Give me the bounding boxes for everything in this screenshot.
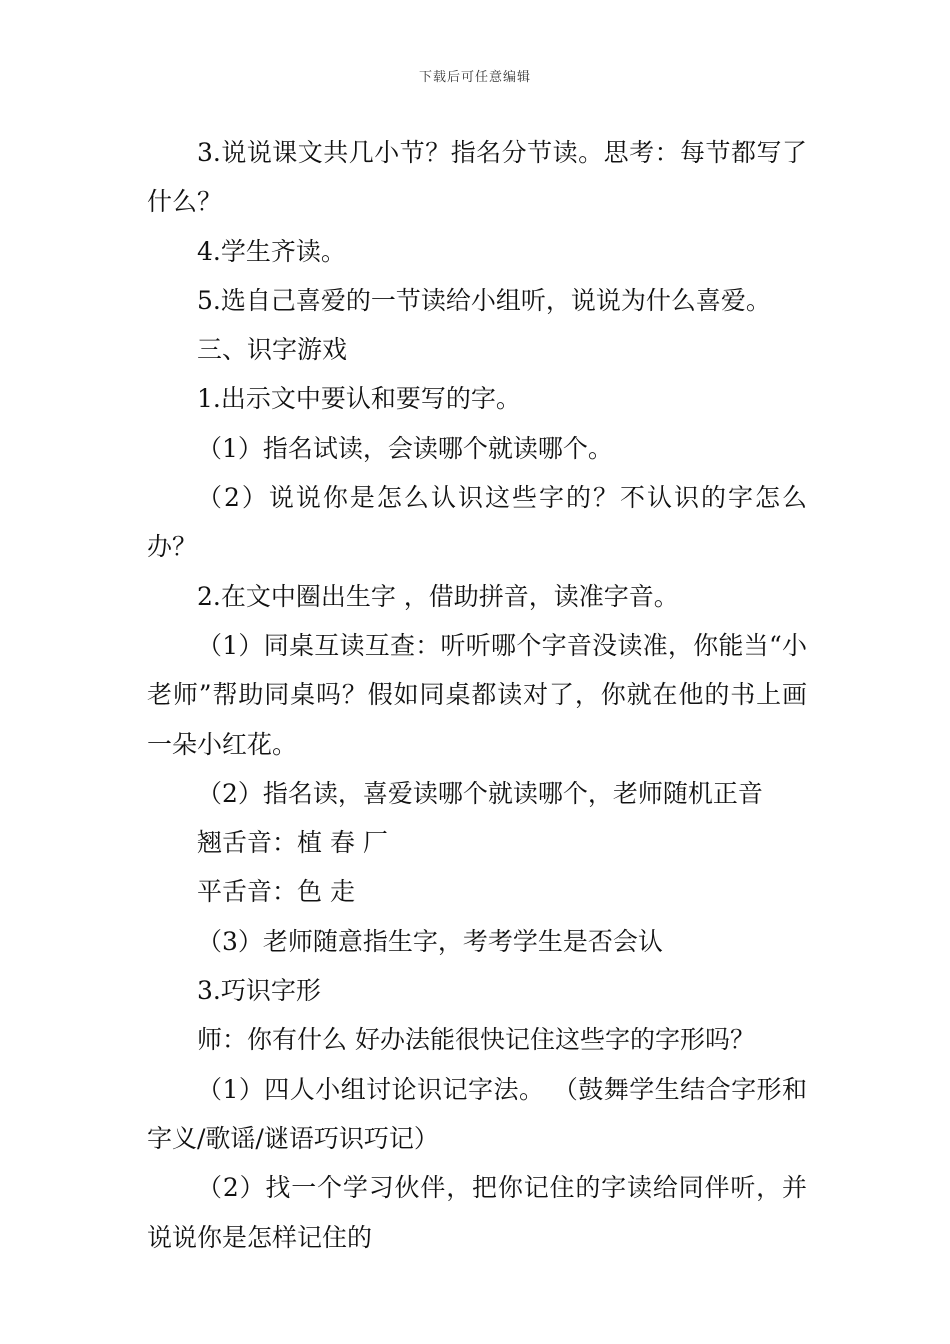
paragraph: 5.选自己喜爱的一节读给小组听，说说为什么喜爱。: [197, 285, 771, 315]
paragraph: 4.学生齐读。: [197, 236, 346, 266]
paragraph: （2）找一个学习伙伴，把你记住的字读给同伴听，并说说你是怎样记住的: [147, 1173, 807, 1252]
paragraph: （1）指名试读，会读哪个就读哪个。: [197, 433, 613, 463]
paragraph: （2）说说你是怎么认识这些字的？不认识的字怎么办？: [147, 483, 807, 562]
document-body: [147, 128, 807, 1262]
page-header: 下载后可任意编辑: [418, 70, 531, 85]
paragraph: （1）四人小组讨论识记字法。 （鼓舞学生结合字形和字义/歌谣/谜语巧识巧记）: [147, 1074, 807, 1153]
paragraph: 3.说说课文共几小节？指名分节读。思考：每节都写了什么？: [147, 138, 807, 217]
paragraph: 翘舌音：植 春 厂: [197, 828, 388, 858]
paragraph: 师：你有什么 好办法能很快记住这些字的字形吗？: [197, 1025, 755, 1055]
paragraph: （2）指名读，喜爱读哪个就读哪个，老师随机正音: [197, 778, 763, 808]
section-heading: 三、识字游戏: [197, 335, 348, 365]
paragraph: 1.出示文中要认和要写的字。: [197, 384, 521, 414]
paragraph: 3.巧识字形: [197, 976, 321, 1006]
paragraph: （3）老师随意指生字，考考学生是否会认: [197, 926, 663, 956]
paragraph: 平舌音：色 走: [197, 877, 355, 907]
paragraph: 2.在文中圈出生字 ，借助拼音，读准字音。: [197, 581, 679, 611]
paragraph: （1）同桌互读互查：听听哪个字音没读准，你能当“小老师”帮助同桌吗？假如同桌都读对了，你就在他的书上画一朵小红花。: [147, 630, 807, 759]
